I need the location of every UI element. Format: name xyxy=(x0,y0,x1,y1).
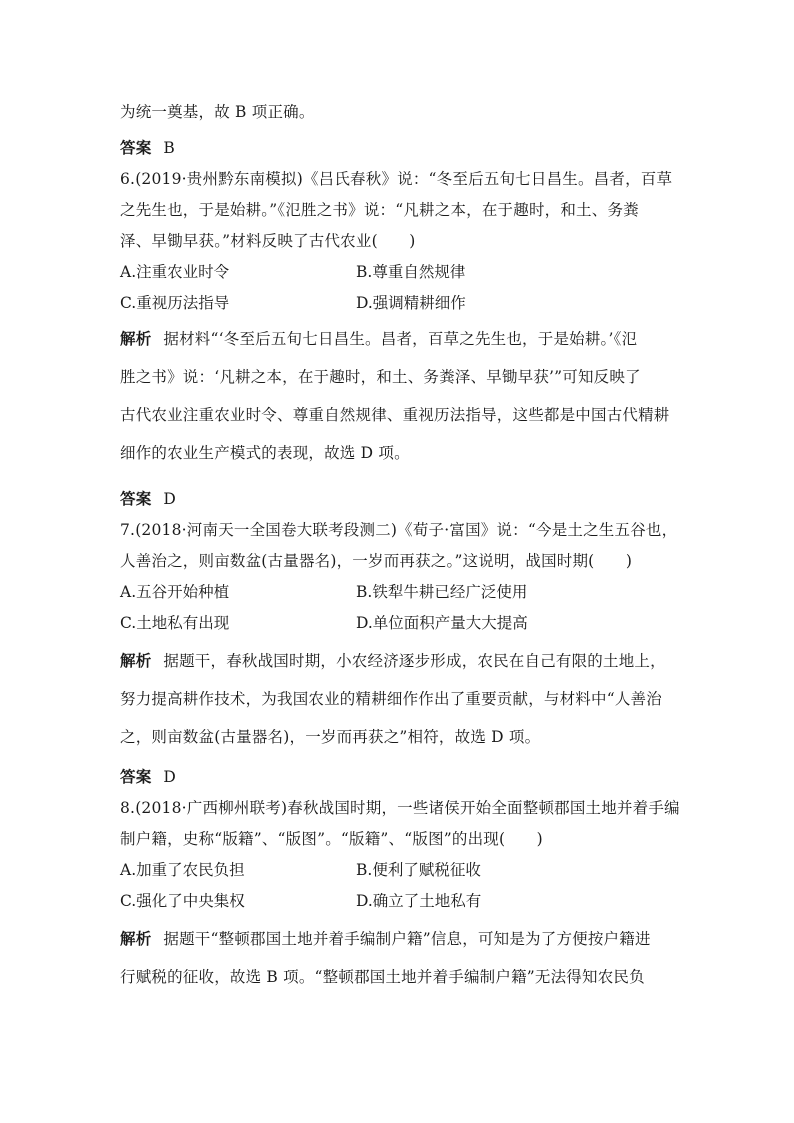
question-6 xyxy=(120,164,680,319)
q8-analysis-line: 据题干“整顿郡国土地并着手编制户籍”信息，可知是为了方便按户籍进 xyxy=(163,930,651,948)
q7-options-row xyxy=(120,577,680,608)
q7-option-c: C.土地私有出现 xyxy=(120,614,230,632)
q6-option-c: C.重视历法指导 xyxy=(120,294,230,312)
q7-analysis-line: 之，则亩数盆(古量器名)，一岁而再获之”相符，故选 D 项。 xyxy=(120,728,541,746)
q8-option-b: B.便利了赋税征收 xyxy=(356,861,481,879)
q6-analysis-line: 据材料“‘冬至后五旬七日昌生。昌者，百草之先生也，于是始耕。’《氾 xyxy=(163,330,638,348)
q6-analysis-line: 古代农业注重农业时令、尊重自然规律、重视历法指导，这些都是中国古代精耕 xyxy=(120,406,670,424)
q7-stem-line: 人善治之，则亩数盆(古量器名)，一岁而再获之。”这说明，战国时期( ) xyxy=(120,552,633,570)
q8-option-d: D.确立了土地私有 xyxy=(356,892,482,910)
q6-analysis-line: 胜之书》说：‘凡耕之本，在于趣时，和土、务粪泽、早锄早获’”可知反映了 xyxy=(120,368,641,386)
q8-analysis xyxy=(120,920,680,996)
prev-question-tail xyxy=(120,97,680,128)
q7-option-d: D.单位面积产量大大提高 xyxy=(356,614,528,632)
q6-answer xyxy=(120,484,680,515)
answer-value: D xyxy=(163,490,177,508)
q6-option-a: A.注重农业时令 xyxy=(120,263,230,281)
q8-options-row xyxy=(120,855,680,886)
analysis-label: 解析 xyxy=(120,930,152,948)
question-8 xyxy=(120,793,680,917)
answer-label: 答案 xyxy=(120,490,152,508)
q8-stem-line: 8.(2018·广西柳州联考)春秋战国时期，一些诸侯开始全面整顿郡国土地并着手编 xyxy=(120,799,680,817)
q7-answer xyxy=(120,762,680,793)
q8-stem-line: 制户籍，史称“版籍”、“版图”。“版籍”、“版图”的出现( ) xyxy=(120,830,543,848)
q6-option-b: B.尊重自然规律 xyxy=(356,263,466,281)
q7-options-row xyxy=(120,608,680,639)
q6-stem-line: 之先生也，于是始耕。”《氾胜之书》说：“凡耕之本，在于趣时，和土、务粪 xyxy=(120,201,639,219)
continuation-text: 为统一奠基，故 B 项正确。 xyxy=(120,103,315,121)
question-7 xyxy=(120,515,680,639)
q8-option-c: C.强化了中央集权 xyxy=(120,892,245,910)
q6-stem-line: 泽、早锄早获。”材料反映了古代农业( ) xyxy=(120,232,416,250)
analysis-label: 解析 xyxy=(120,652,152,670)
answer-label: 答案 xyxy=(120,139,152,157)
answer-label: 答案 xyxy=(120,768,152,786)
q8-analysis-line: 行赋税的征收，故选 B 项。“整顿郡国土地并着手编制户籍”无法得知农民负 xyxy=(120,968,645,986)
analysis-label: 解析 xyxy=(120,330,152,348)
answer-value: D xyxy=(163,768,177,786)
q7-option-b: B.铁犁牛耕已经广泛使用 xyxy=(356,583,528,601)
q6-analysis xyxy=(120,320,680,472)
q6-options-row xyxy=(120,257,680,288)
q7-stem-line: 7.(2018·河南天一全国卷大联考段测二)《荀子·富国》说：“今是土之生五谷也， xyxy=(120,521,678,539)
q7-analysis-line: 据题干，春秋战国时期，小农经济逐步形成，农民在自己有限的土地上， xyxy=(163,652,666,670)
answer-value: B xyxy=(163,139,175,157)
q6-options-row xyxy=(120,288,680,319)
q8-options-row xyxy=(120,886,680,917)
q6-stem-line: 6.(2019·贵州黔东南模拟)《吕氏春秋》说：“冬至后五旬七日昌生。昌者，百草 xyxy=(120,170,673,188)
q7-analysis-line: 努力提高耕作技术，为我国农业的精耕细作作出了重要贡献，与材料中“人善治 xyxy=(120,690,662,708)
q5-answer xyxy=(120,133,680,164)
q7-option-a: A.五谷开始种植 xyxy=(120,583,230,601)
q7-analysis xyxy=(120,642,680,756)
q6-analysis-line: 细作的农业生产模式的表现，故选 D 项。 xyxy=(120,444,410,462)
q6-option-d: D.强调精耕细作 xyxy=(356,294,466,312)
q8-option-a: A.加重了农民负担 xyxy=(120,861,245,879)
